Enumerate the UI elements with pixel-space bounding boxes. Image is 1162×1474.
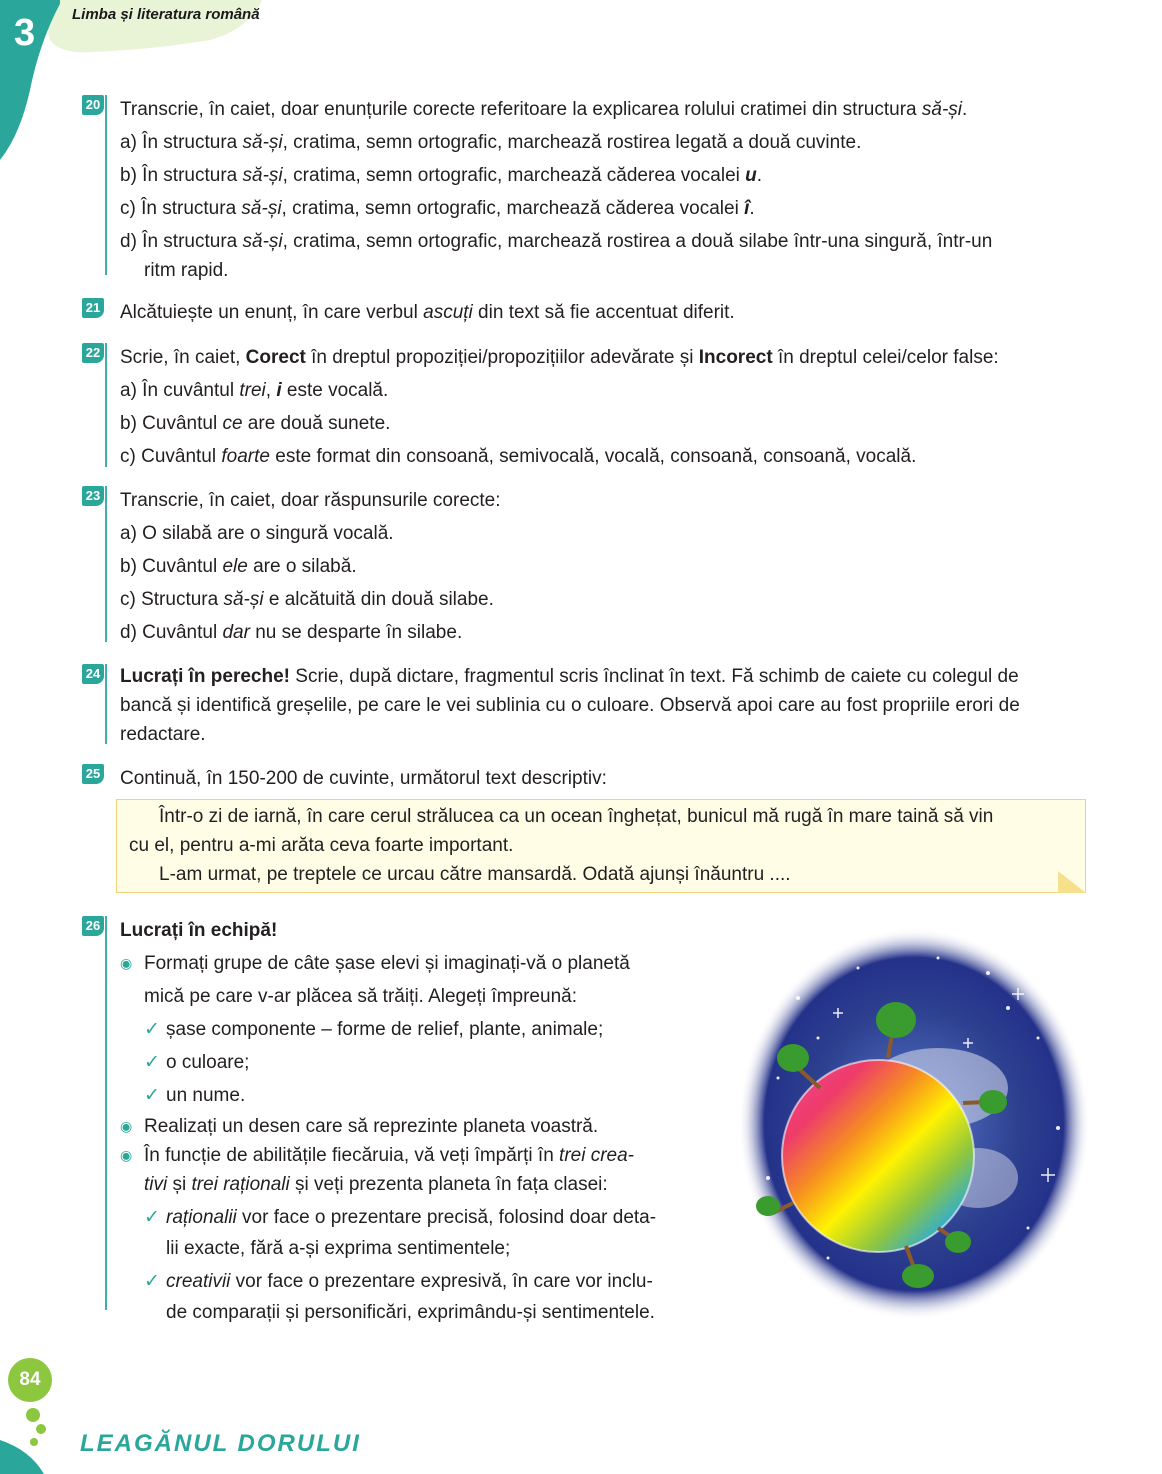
exercise-22	[82, 341, 1092, 471]
unit-number: 3	[14, 12, 36, 54]
check-icon: ✓	[144, 1207, 160, 1228]
exercise-prompt-line-3: redactare.	[120, 724, 206, 745]
option-c: c) În structura să-și, cratima, semn ortografic, marchează căderea vocalei î.	[120, 198, 755, 219]
option-b: b) În structura să-și, cratima, semn ortografic, marchează căderea vocalei u.	[120, 165, 763, 186]
exercise-title: Lucrați în echipă!	[120, 920, 278, 941]
exercise-prompt: Continuă, în 150-200 de cuvinte, următorul text descriptiv:	[120, 768, 607, 789]
exercise-prompt: Alcătuiește un enunț, în care verbul ascuți din text să fie accentuat diferit.	[120, 302, 735, 323]
planet-illustration	[738, 928, 1090, 1320]
exercise-prompt-line-1: Lucrați în pereche! Scrie, după dictare, fragmentul scris înclinat în text. Fă schimb de caiete cu colegul de	[120, 666, 1019, 687]
option-c: c) Structura să-și e alcătuită din două silabe.	[120, 589, 494, 610]
page-fold-corner	[1058, 871, 1086, 893]
page-number: 84	[8, 1358, 52, 1402]
subject-title: Limba și literatura română	[72, 6, 260, 23]
bullet-item-1: ◉ Formați grupe de câte șase elevi și imaginați-vă o planetă	[120, 947, 722, 980]
option-d-continued: ritm rapid.	[144, 260, 229, 281]
exercise-20	[82, 93, 1092, 281]
option-c: c) Cuvântul foarte este format din consoană, semivocală, vocală, consoană, consoană, vocală.	[120, 446, 917, 467]
bullet-item-2: ◉ Realizați un desen care să reprezinte planeta voastră.	[120, 1112, 722, 1141]
note-line-2: cu el, pentru a-mi arăta ceva foarte important.	[129, 835, 514, 856]
exercise-number: 22	[82, 343, 104, 363]
exercise-number: 20	[82, 95, 104, 115]
exercise-number: 24	[82, 664, 104, 684]
exercise-23	[82, 484, 1092, 649]
exercise-21	[82, 296, 1092, 329]
circle-bullet-icon: ◉	[120, 1118, 133, 1134]
bullet-item-1-cont: mică pe care v-ar plăcea să trăiți. Alegeți împreună:	[144, 986, 577, 1007]
corner-accent	[0, 1440, 44, 1474]
circle-bullet-icon: ◉	[120, 955, 133, 971]
bullet-item-3: ◉ În funcție de abilitățile fiecăruia, vă veți împărți în trei crea-	[120, 1141, 722, 1170]
check-icon: ✓	[144, 1271, 160, 1292]
option-b: b) Cuvântul ce are două sunete.	[120, 413, 391, 434]
option-b: b) Cuvântul ele are o silabă.	[120, 556, 357, 577]
exercise-24	[82, 662, 1092, 752]
option-d: d) Cuvântul dar nu se desparte în silabe.	[120, 622, 463, 643]
decor-dot	[36, 1424, 46, 1434]
note-line-1: Într-o zi de iarnă, în care cerul strălucea ca un ocean înghețat, bunicul mă rugă în mare taină să vin	[159, 806, 994, 827]
check-item-1: ✓ șase componente – forme de relief, plante, animale;	[120, 1013, 722, 1046]
exercise-26	[82, 914, 722, 1323]
exercise-prompt: Transcrie, în caiet, doar enunțurile corecte referitoare la explicarea rolului cratimei din structura să-și.	[120, 99, 968, 120]
exercise-25	[82, 762, 1092, 795]
option-a: a) În cuvântul trei, i este vocală.	[120, 380, 389, 401]
decor-dot	[26, 1408, 40, 1422]
exercise-bar	[105, 916, 107, 1310]
option-a: a) O silabă are o singură vocală.	[120, 523, 394, 544]
exercise-prompt-line-2: bancă și identifică greșelile, pe care le vei sublinia cu o culoare. Observă apoi care au fost propriile erori de	[120, 695, 1020, 716]
exercise-number: 23	[82, 486, 104, 506]
check-icon: ✓	[144, 1019, 160, 1040]
note-line-3: L-am urmat, pe treptele ce urcau către mansardă. Odată ajunși înăuntru ....	[159, 864, 791, 885]
exercise-bar	[105, 486, 107, 642]
check-item-4-cont: lii exacte, fără a-și exprima sentimentele;	[166, 1238, 511, 1259]
circle-bullet-icon: ◉	[120, 1147, 133, 1163]
exercise-bar	[105, 95, 107, 275]
check-icon: ✓	[144, 1085, 160, 1106]
footer-title: LEAGĂNUL DORULUI	[80, 1430, 361, 1457]
exercise-number: 26	[82, 916, 104, 936]
check-item-3: ✓ un nume.	[120, 1079, 722, 1112]
exercise-bar	[105, 343, 107, 467]
check-item-4: ✓ raționalii vor face o prezentare precisă, folosind doar deta-	[120, 1201, 722, 1234]
check-icon: ✓	[144, 1052, 160, 1073]
bullet-item-3-cont: tivi și trei raționali și veți prezenta planeta în fața clasei:	[144, 1174, 608, 1195]
descriptive-text-note	[116, 799, 1086, 893]
check-item-5: ✓ creativii vor face o prezentare expresivă, în care vor inclu-	[120, 1265, 722, 1298]
exercise-number: 25	[82, 764, 104, 784]
option-d: d) În structura să-și, cratima, semn ortografic, marchează rostirea a două silabe într-una singură, într-un	[120, 231, 993, 252]
exercise-prompt: Transcrie, în caiet, doar răspunsurile corecte:	[120, 490, 501, 511]
check-item-5-cont: de comparații și personificări, exprimându-și sentimentele.	[166, 1302, 655, 1323]
check-item-2: ✓ o culoare;	[120, 1046, 722, 1079]
exercise-bar	[105, 664, 107, 744]
option-a: a) În structura să-și, cratima, semn ortografic, marchează rostirea legată a două cuvinte.	[120, 132, 862, 153]
exercise-number: 21	[82, 298, 104, 318]
exercise-prompt: Scrie, în caiet, Corect în dreptul propoziției/propozițiilor adevărate și Incorect în dreptul celei/celor false:	[120, 347, 999, 368]
